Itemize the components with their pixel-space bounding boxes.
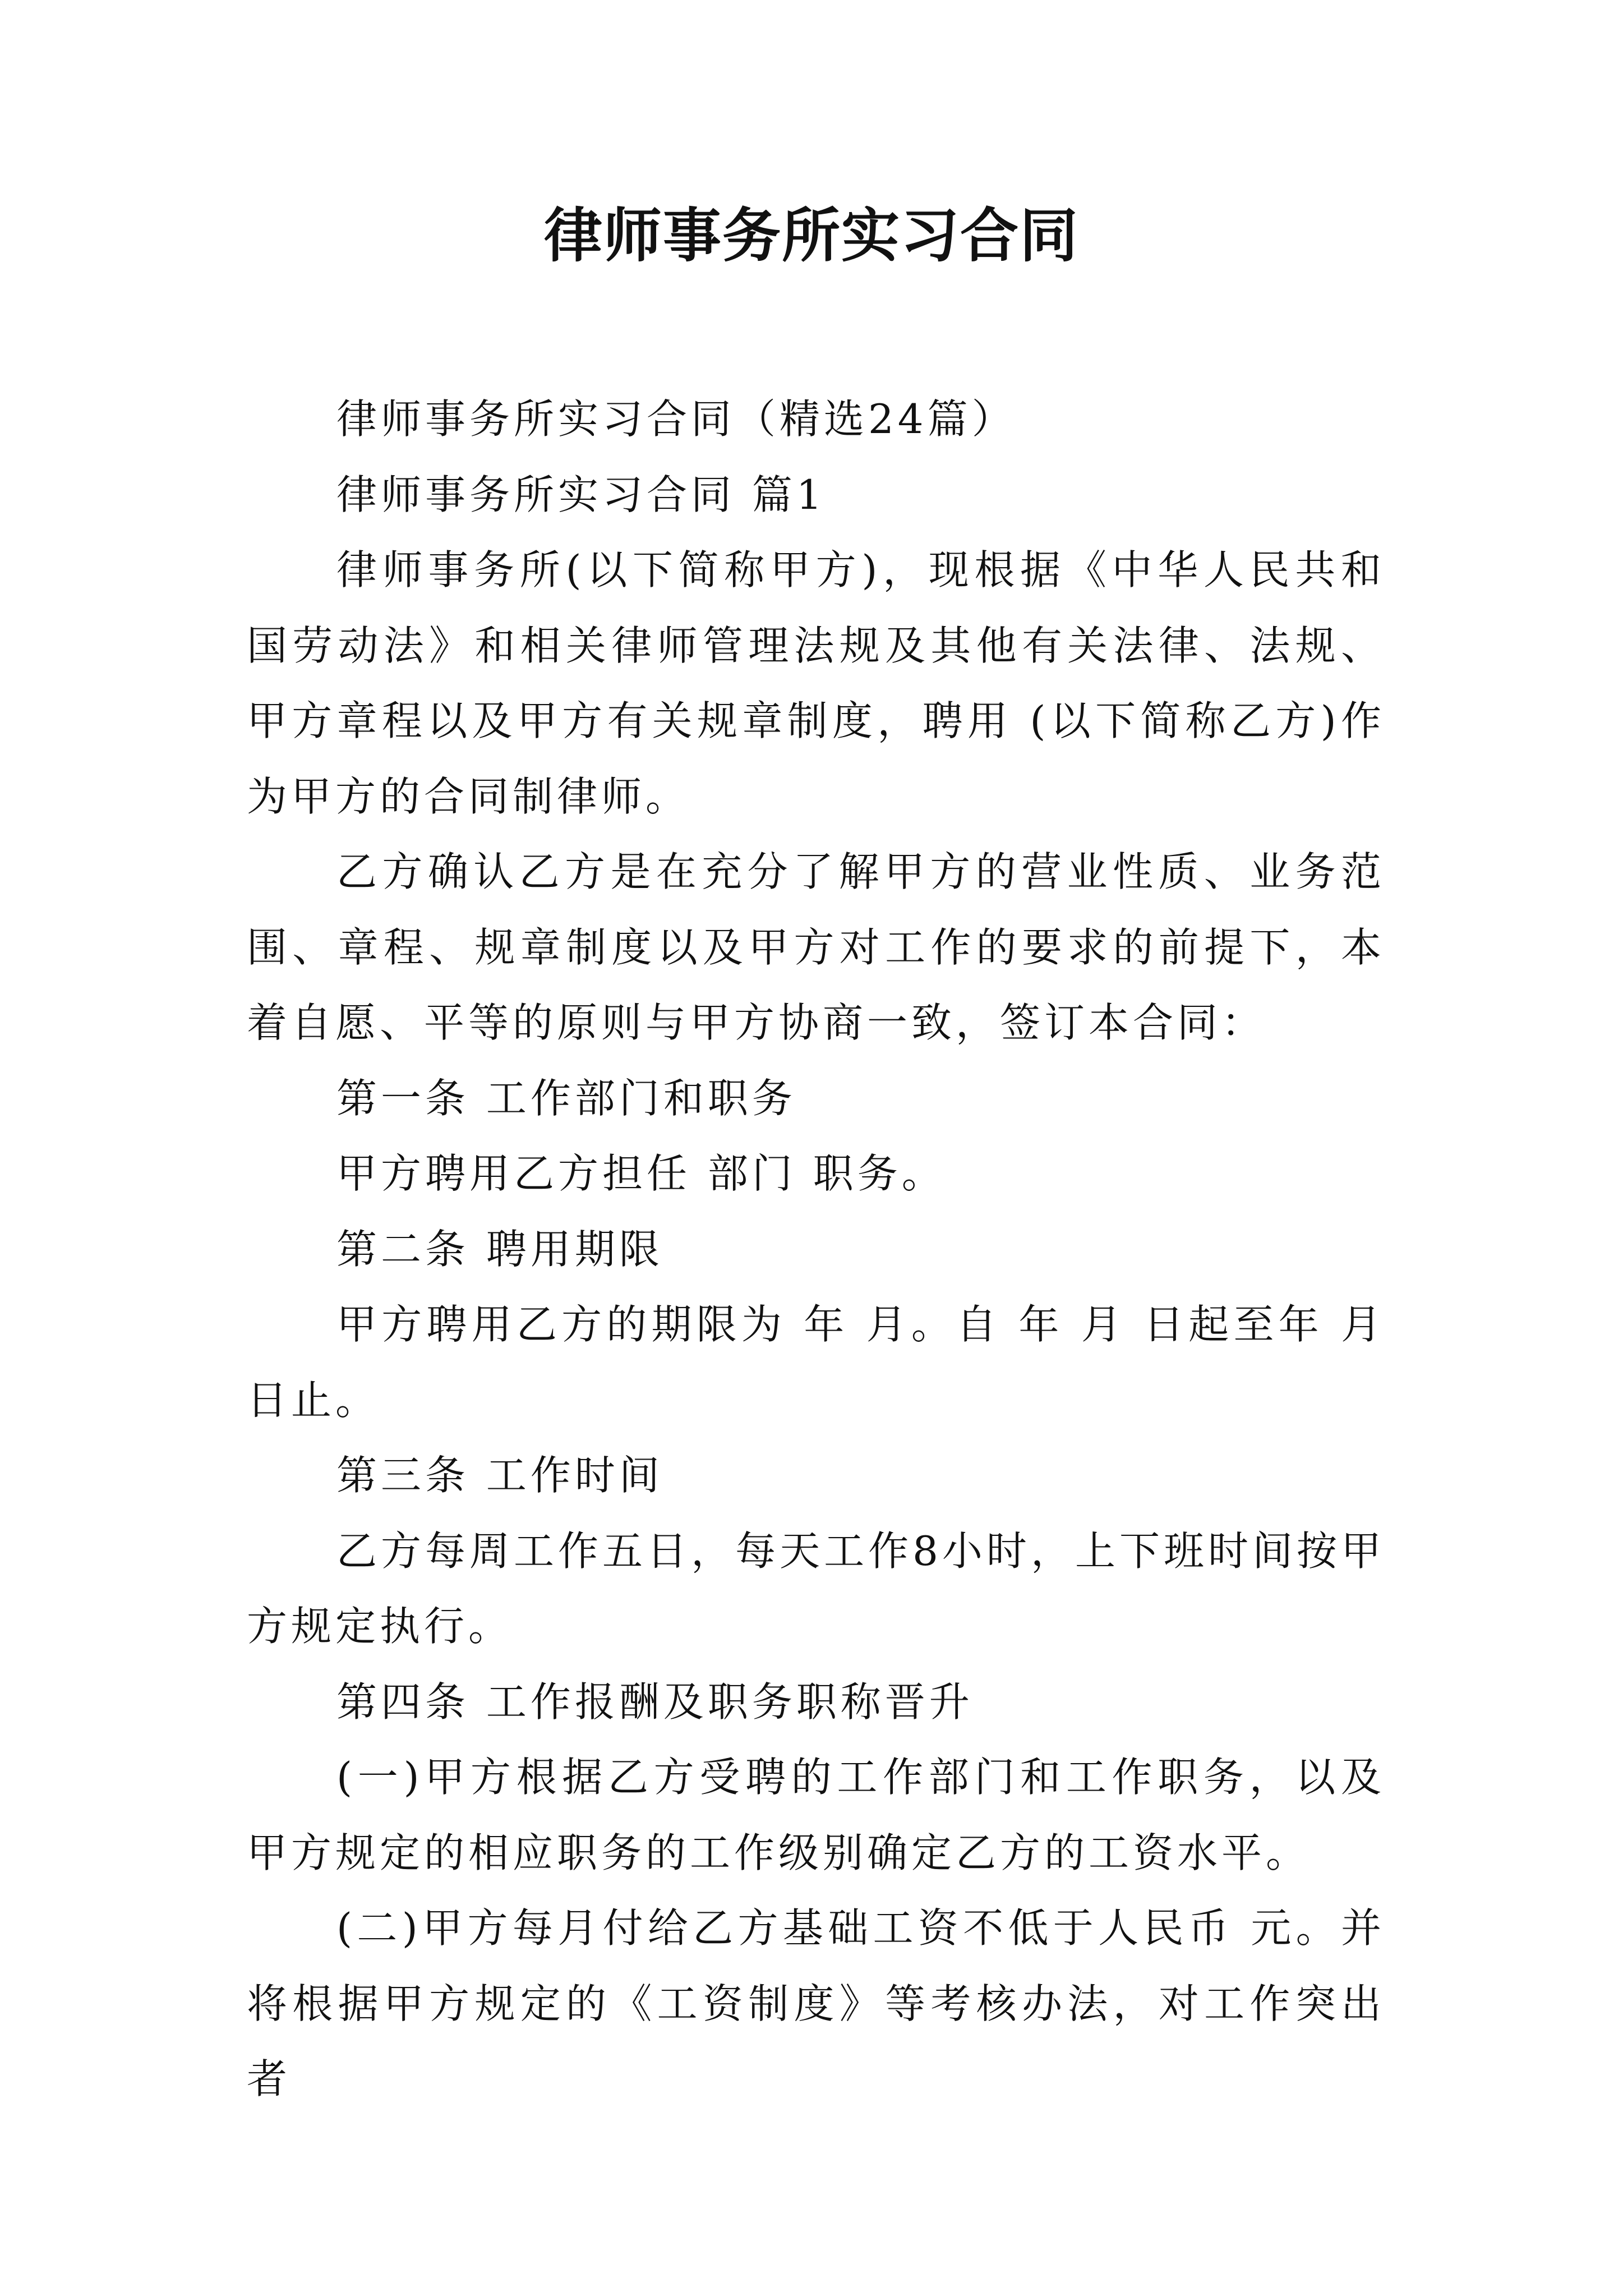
article-2-heading: 第二条 聘用期限 (336, 1225, 663, 1273)
article-1-heading: 第一条 工作部门和职务 (336, 1074, 796, 1122)
article-1-text: 甲方聘用乙方担任 部门 职务。 (336, 1150, 946, 1197)
paragraph-preamble: 律师事务所(以下简称甲方)，现根据《中华人民共和国劳动法》和相关律师管理法规及其他有关法律、法规、甲方章程以及甲方有关规章制度，聘用 (以下简称乙方)作为甲方的合同制律师。 (247, 546, 1385, 820)
document-title: 律师事务所实习合同 (543, 201, 1079, 270)
article-4-clause-1: (一)甲方根据乙方受聘的工作部门和工作职务，以及甲方规定的相应职务的工作级别确定乙方的工资水平。 (247, 1754, 1385, 1876)
article-2-text: 甲方聘用乙方的期限为 年 月。自 年 月 日起至年 月日止。 (247, 1301, 1385, 1424)
article-3-heading: 第三条 工作时间 (336, 1452, 663, 1499)
document-body (247, 381, 1385, 2117)
article-3-text: 乙方每周工作五日，每天工作8小时，上下班时间按甲方规定执行。 (247, 1527, 1385, 1650)
article-4-heading: 第四条 工作报酬及职务职称晋升 (336, 1678, 974, 1726)
paragraph-subtitle: 律师事务所实习合同（精选24篇） (336, 395, 1016, 443)
paragraph-section-heading: 律师事务所实习合同 篇1 (336, 471, 826, 518)
paragraph-confirmation: 乙方确认乙方是在充分了解甲方的营业性质、业务范围、章程、规章制度以及甲方对工作的要求的前提下，本着自愿、平等的原则与甲方协商一致，签订本合同： (247, 848, 1385, 1046)
article-4-clause-2: (二)甲方每月付给乙方基础工资不低于人民币 元。并将根据甲方规定的《工资制度》等考核办法，对工作突出者 (247, 1904, 1385, 2102)
